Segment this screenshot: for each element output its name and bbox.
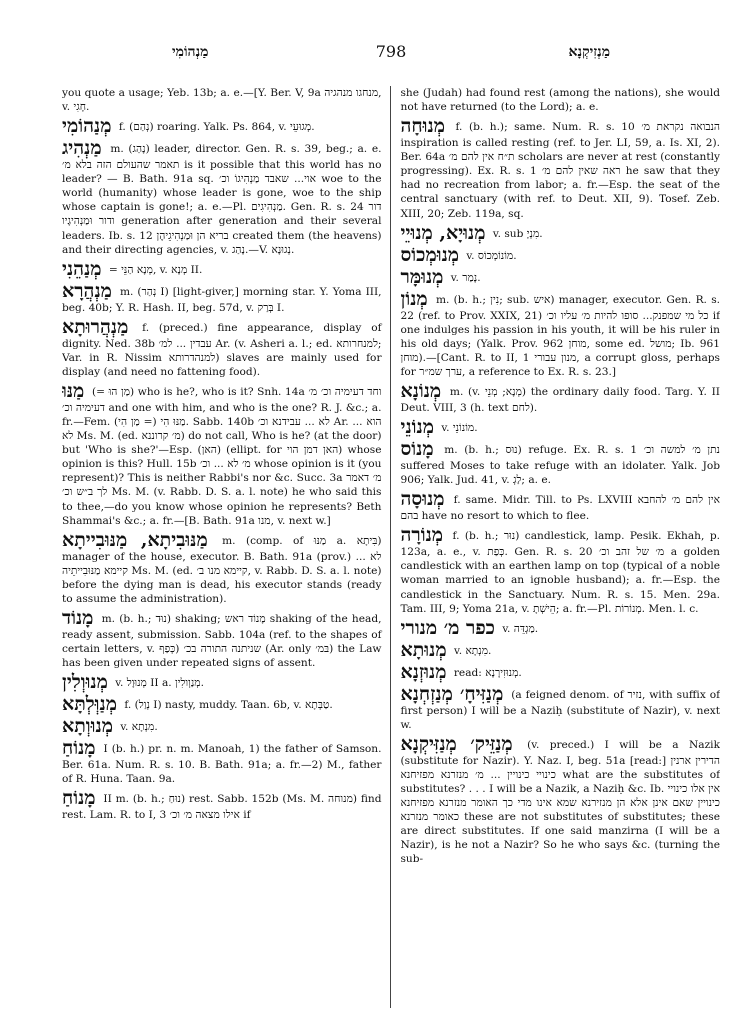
page-number: 798 bbox=[375, 42, 407, 61]
entry-headword: מַנְהֲרוּתָא bbox=[62, 315, 129, 338]
entry-definition: read: מְנוּזִירָנָא. bbox=[453, 666, 522, 679]
entry-definition: v. מוֹנוֹנֵי. bbox=[441, 422, 478, 435]
entry-headword: מָנוֹס bbox=[400, 438, 434, 461]
entry-headword: מְנַוְּלְתָּא bbox=[62, 693, 117, 716]
dictionary-entry bbox=[62, 86, 382, 114]
entry-headword: מְנוּמָּר bbox=[400, 265, 444, 288]
dictionary-entry bbox=[400, 682, 721, 732]
dictionary-entry bbox=[400, 660, 721, 683]
entry-definition: v. מִנְתָא. bbox=[120, 721, 158, 734]
entry-definition: f. (preced.) fine appearance, display of dignity. Ned. 38b עבדין ... למ׳ Ar. (v. Asheri a. l.; ed. למנחרותא; Var. in R. Nissim למנהדרותא) slaves are mainly used for display (and need no fattening food). bbox=[62, 321, 382, 378]
entry-headword: מְנוּיָא, מְנוּיֵי bbox=[400, 221, 486, 244]
entry-definition: m. (b. h.; נוּד) shaking; מָנוֹד ראש shaking of the head, ready assent, submission. Sabb. 104a (ref. to the shapes of certain letters, v. כְּפַף) שניתנה התורה בכ׳ (Ar. only בּמ׳) the Law has been given under repeated signs of assent. bbox=[62, 613, 382, 670]
entry-definition: f. same. Midr. Till. to Ps. LXVIII אין להם מ׳ להחבא בהם have no resort to which to flee. bbox=[400, 494, 720, 523]
entry-definition: (= מַן הוּ) who is he?, who is it? Snh. 14a וחד דעימיה וכ׳ מ׳ דעימיה וכ׳ and one with him, and who is the one? R. J. &c.; a. fr.—Fem. מַנּוּ הִי (= מַן הִי). Sabb. 140b לא ... עבידנא וכ׳ Ar. הוא ... לא Ms. M. (ed. מ׳ קרוננא) do not call, Who is he? (at the door) but 'Who is she?'—Esp. (האן) (ellipt. for האן דמן הוי) whose opinion is this? Hull. 15b מ׳ לא ... וכ׳ whose opinion is it (you represent)? This is neither Rabbi's nor &c. Succ. 3a מ׳ דאמר לך ב״ש וכ׳ Ms. M. (v. Rabb. D. S. a. l. note) he who said this to thee,—do you know whose opinion he represents? Beth Shammai's &c.; a. fr.—[B. Bath. 91a מנו, v. next w.] bbox=[62, 386, 382, 527]
left-column bbox=[62, 86, 390, 1008]
dictionary-entry bbox=[62, 117, 382, 136]
dictionary-entry bbox=[401, 490, 721, 523]
page-header bbox=[62, 44, 720, 68]
dictionary-entry bbox=[62, 717, 382, 736]
entry-headword: מְנַהוֹמִי bbox=[62, 115, 112, 138]
dictionary-entry bbox=[62, 739, 382, 786]
entry-definition: m. (נָהַג) leader, director. Gen. R. s. 39, beg.; a. e. תאמר שהעולם הזה בלא מ׳ is it possible that this world has no leader? — B. Bath. 91a sq. אוי... שאבד מַנְהִיגוֹ וכ׳ woe to the world (humanity) whose leader is gone, woe to the ship whose captain is gone!; a. e.—Pl. מַנְהִיגִים. Gen. R. s. 24 דור ודור וּמַנְהִיגָיו generation after generation and their several leaders. Ib. s. 12 בריא הן וּמַנְהִיגֵיהֶן created them (the heavens) and their directing agencies, v. נָהַג.—V. נְגוּנָא. bbox=[62, 143, 382, 256]
entry-definition: v. מַגְדֵּה. bbox=[502, 622, 539, 635]
entry-definition: I (b. h.) pr. n. m. Manoah, 1) the father of Samson. Ber. 61a. Num. R. s. 10. B. Bath. 91a; a. fr.—2) M., father of R. Huna. Taan. 9a. bbox=[62, 743, 382, 786]
dictionary-entry bbox=[401, 418, 721, 437]
entry-definition: she (Judah) had found rest (among the nations), she would not have returned (to the Lord); a. e. bbox=[400, 87, 720, 114]
entry-definition: f. (b. h.); same. Num. R. s. 10 הנבואה נקראת מ׳ inspiration is called resting (ref. to Jer. LI, 59, a. Is. XI, 2). Ber. 64a ת״ח אין להם מ׳ scholars are never at rest (constantly progressing). Ex. R. s. 1 ראה שאין להם מ׳ he saw that they had no recreation from labor; a. fr.—Esp. the seat of the central sanctuary (with ref. to Deut. XII, 9). Tosef. Zeb. XIII, 20; Zeb. 119a, sq. bbox=[400, 121, 720, 220]
entry-definition: v. נָמַר. bbox=[450, 271, 481, 284]
dictionary-entry bbox=[400, 638, 721, 661]
entry-definition: v. מוֹנוֹמְכוֹס. bbox=[466, 249, 517, 262]
dictionary-entry bbox=[62, 139, 382, 257]
dictionary-entry bbox=[401, 86, 721, 114]
entry-definition: f. (נְהַם) roaring. Yalk. Ps. 864, v. מְגוּעֵי. bbox=[118, 121, 315, 134]
entry-headword: מָנוֹד bbox=[62, 607, 94, 630]
entry-headword: מְנוּזְנָא bbox=[400, 660, 447, 683]
entry-definition: m. (b. h.; נִין; sub. איש) manager, executor. Gen. R. s. 22 (ref. to Prov. XXIX, 21) כל מי שמפנק... סופו להיות מ׳ עליו וכ׳ if one indulges his passion in his youth, it will be his ruler in his old days; (Yalk. Prov. 962 מוחן, some ed. מושל; Ib. 961 מוחן).—[Cant. R. to II, 1 מנון עבורי, a corrupt gloss, perhaps for ערך שמ״ר, a reference to Ex. R. s. 23.] bbox=[400, 293, 720, 378]
dictionary-entry bbox=[62, 279, 382, 315]
dictionary-entry bbox=[401, 526, 721, 615]
entry-headword: מְנוּסָה bbox=[400, 488, 445, 511]
dictionary-entry bbox=[400, 265, 721, 288]
entry-definition: f. (b. h.; נוּר) candlestick, lamp. Pesik. Ekhah, p. 123a, a. e., v. כְּפַת. Gen. R. s. 20 מ׳ של זהב וכ׳ a golden candlestick with an earthen lamp on top (typical of a noble woman married to an ignoble husband); a. fr.—Esp. the candlestick in the Sanctuary. Num. R. s. 15. Men. 29a. Tam. III, 9; Yoma 21a, v. הֵישְׁתָ; a. fr.—Pl. מְנוֹרוֹת. Men. l. c. bbox=[400, 530, 720, 615]
dictionary-entry bbox=[62, 315, 382, 379]
dictionary-entry bbox=[401, 117, 721, 220]
entry-definition: m. (נְהַר I) [light-giver,] morning star. Y. Yoma III, beg. 40b; Y. R. Hash. II, beg. 57d, v. בְּרַק I. bbox=[62, 285, 382, 314]
dictionary-entry bbox=[62, 789, 382, 822]
dictionary-entry bbox=[400, 243, 721, 266]
entry-headword: מְנוּמְכוֹס bbox=[400, 243, 460, 266]
entry-headword: מְנוֹנֵי bbox=[400, 416, 434, 439]
entry-definition: (v. preced.) I will be a Nazik (substitute for Nazir). Y. Naz. I, beg. 51a [read:] הדירין ארנין כינויי כינויין ... מ׳ מנזרנא מפזיחנא what are the substitutes of substitutes? . . . I will be a Nazik, a Naziḥ &c. Ib. אין אלו כינויי כינויין שאם אינן אלא הן מנזירנא שמא אינו מדי כך האומר מנזרנא מפזיחנא כאומר מנזרנא these are not substitutes of substitutes; these are direct substitutes. If one said manzirna (I will be a Nazir), is he not a Nazir? So he who says &c. (turning the sub- bbox=[400, 738, 720, 866]
dictionary-entry bbox=[400, 616, 721, 639]
entry-headword: מָנוֹחַ bbox=[62, 737, 96, 760]
entry-headword: מַנְהִיג bbox=[62, 137, 102, 160]
dictionary-entry bbox=[62, 382, 382, 528]
entry-headword: מְנוּחָה bbox=[400, 115, 445, 138]
dictionary-entry bbox=[62, 673, 382, 692]
entry-headword: מְנוּוְלִין bbox=[62, 671, 108, 694]
entry-headword: מַנּוּבִיתָא, מַנּוּבִייתָא bbox=[62, 528, 208, 551]
entry-headword: כפר מ׳ מנורי bbox=[400, 616, 495, 639]
right-column bbox=[390, 86, 721, 1008]
entry-definition: (a feigned denom. of נזיר, with suffix of first person) I will be a Naziḥ (substitute of Nazir), v. next w. bbox=[400, 688, 720, 731]
entry-headword: מְנוֹן bbox=[400, 287, 428, 310]
entry-headword: מְנוּתָא bbox=[400, 638, 447, 661]
dictionary-entry bbox=[400, 732, 721, 867]
dictionary-entry bbox=[401, 382, 721, 415]
dictionary-entry bbox=[400, 287, 721, 379]
entry-definition: v. מְנוּוָל II a. מְנַוְולִין. bbox=[115, 677, 204, 690]
entry-definition: you quote a usage; Yeb. 13b; a. e.—[Y. Ber. V, 9a מנחגו מנהגיה, v. חָגִי. bbox=[62, 87, 382, 114]
header-left-guide-word: מַנְהוֹמִי bbox=[172, 44, 209, 60]
entry-headword: מְנַזִּיחָ׳ מְנַזְחְנָא bbox=[400, 682, 504, 705]
entry-headword: מַנְהֲרָא bbox=[62, 279, 112, 302]
entry-headword: מַנּוּ bbox=[62, 380, 85, 403]
entry-headword: מְנוֹרָה bbox=[400, 524, 444, 547]
entry-headword: מְנַהֵנִי bbox=[62, 257, 102, 280]
entry-headword: מְנוּוְתָא bbox=[62, 715, 113, 738]
entry-definition: m. (b. h.; נוּס) refuge. Ex. R. s. 1 נתן מ׳ למשה וכ׳ suffered Moses to take refuge with an idolater. Yalk. Job 906; Yalk. Jud. 41, v. לַגְ; a. e. bbox=[400, 444, 720, 487]
header-right-guide-word: מַנְזִיקְנָא bbox=[568, 44, 610, 60]
entry-definition: = מְנָא הַנֵּי, v. מְנָא II. bbox=[108, 263, 203, 276]
entry-definition: II m. (b. h.; נוּחַ) rest. Sabb. 152b (Ms. M. מנוחה) find rest. Lam. R. to I, 3 אילו מצאה מ׳ וכ׳ if bbox=[62, 793, 382, 822]
entry-definition: v. sub מִנְיָ. bbox=[492, 227, 543, 240]
entry-definition: f. (נְוַל I) nasty, muddy. Taan. 6b, v. טַבְּתָא. bbox=[124, 699, 333, 712]
two-column-body bbox=[62, 86, 720, 1008]
entry-definition: m. (comp. of מַנּוּ a. בִּיתָא) manager of the house, executor. B. Bath. 91a (prov.) לא ... קיימא מַנּוּבִייתֵיה Ms. M. (ed. קיימא מנו ב׳, v. Rabb. D. S. a. l. note) before the dying man is dead, his executor stands (ready to assume the administration). bbox=[62, 534, 382, 605]
entry-headword: מָנוֹחַ bbox=[62, 787, 96, 810]
dictionary-entry bbox=[62, 528, 382, 606]
dictionary-entry bbox=[400, 221, 721, 244]
entry-definition: m. (v. מְנָא; מְנֵי) the ordinary daily food. Targ. Y. II Deut. VIII, 3 (h. text לחם). bbox=[400, 386, 720, 415]
entry-headword: מְנַזֵּיק׳ מְנַזִּיקְנָא bbox=[400, 732, 513, 755]
entry-headword: מְנוֹנָא bbox=[400, 380, 442, 403]
dictionary-entry bbox=[62, 609, 382, 670]
dictionary-entry bbox=[62, 257, 382, 280]
dictionary-entry bbox=[62, 695, 382, 714]
dictionary-entry bbox=[401, 440, 721, 487]
entry-definition: v. מִנְתָא. bbox=[453, 644, 492, 657]
